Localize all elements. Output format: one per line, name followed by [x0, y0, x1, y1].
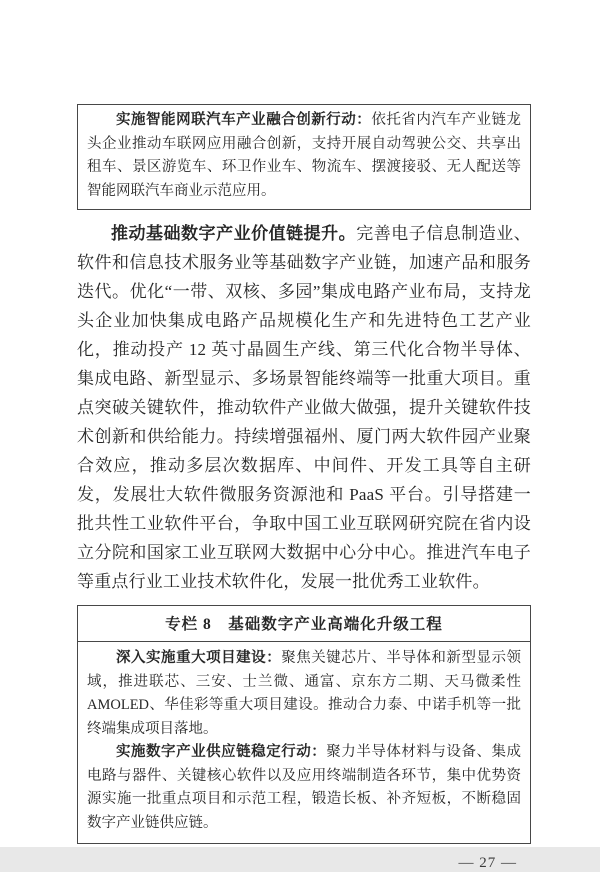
callout-paragraph: [87, 109, 521, 203]
feature-item-lead: 实施数字产业供应链稳定行动：: [116, 744, 327, 760]
callout-box-smart-vehicles: [77, 104, 531, 210]
body-paragraph: [77, 219, 531, 596]
feature-item-lead: 深入实施重大项目建设：: [116, 650, 282, 666]
feature-box-title: 专栏 8 基础数字产业高端化升级工程: [78, 606, 530, 642]
feature-box-body: [78, 642, 530, 843]
page-content: [77, 104, 531, 872]
callout-body-text: 依托省内汽车产业链龙头企业推动车联网应用融合创新，支持开展自动驾驶公交、共享出租车、景区游览车、环卫作业车、物流车、摆渡接驳、无人配送等智能网联汽车商业示范应用。: [87, 112, 522, 199]
feature-item-body-text: 聚焦关键芯片、半导体和新型显示领域，推进联芯、三安、士兰微、通富、京东方二期、天马微柔性 AMOLED、华佳彩等重大项目建设。推动合力泰、中诺手机等一批终端集成项目落地。: [87, 650, 522, 737]
callout-lead: 实施智能网联汽车产业融合创新行动：: [116, 112, 372, 128]
feature-item-body-text: 聚力半导体材料与设备、集成电路与器件、关键核心软件以及应用终端制造各环节，集中优势资源实施一批重点项目和示范工程，锻造长板、补齐短板，不断稳固数字产业链供应链。: [87, 744, 522, 831]
feature-box-item: [87, 741, 521, 835]
paragraph-lead: 推动基础数字产业价值链提升。: [111, 224, 357, 243]
feature-box-column8: [77, 605, 531, 844]
page-number: — 27 —: [458, 855, 517, 871]
feature-box-item: [87, 647, 521, 741]
paragraph-body-text: 完善电子信息制造业、软件和信息技术服务业等基础数字产业链，加速产品和服务迭代。优化“一带、双核、多园”集成电路产业布局，支持龙头企业加快集成电路产品规模化生产和先进特色工艺产业化，推动投产 12 英寸晶圆生产线、第三代化合物半导体、集成电路、新型显示、多场景智能终端等一批重大项目。重点突破关键软件，推动软件产业做大做强，提升关键软件技术创新和供给能力。持续增强福州、厦门两大软件园产业聚合效应，推动多层次数据库、中间件、开发工具等自主研发，发展壮大软件微服务资源池和 PaaS 平台。引导搭建一批共性工业软件平台，争取中国工业互联网研究院在省内设立分院和国家工业互联网大数据中心分中心。推进汽车电子等重点行业工业技术软件化，发展一批优秀工业软件。: [77, 224, 531, 591]
